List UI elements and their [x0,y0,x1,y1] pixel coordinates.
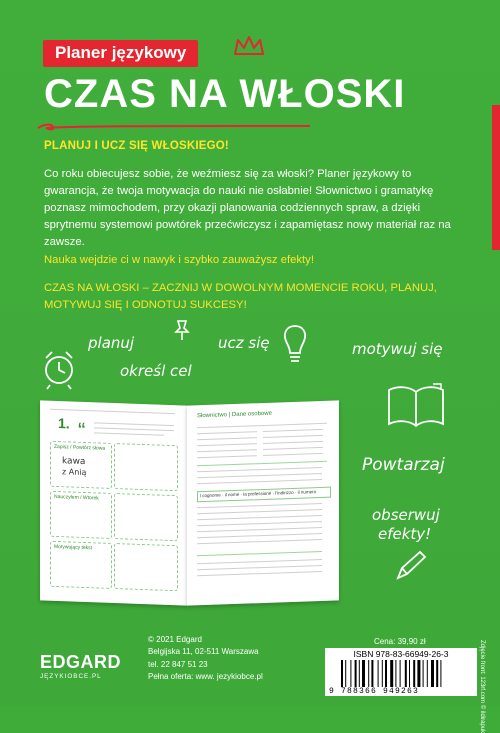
photo-credits: Zdjęcie front: 123rf.com © ildirapuk [479,640,485,733]
preview-left-page [40,400,187,605]
preview-table-header-text: l cognome · il nome · la professione · l'indirizzo · il numero [200,489,317,499]
preview-box-summary [114,543,178,591]
preview-box-words-label: Zapisz / Powtórz słowa [54,443,106,452]
preview-right-title: Słownictwo | Dane osobowe [197,410,272,420]
preview-right-page [187,400,339,605]
quote-mark-icon: “ [78,417,86,444]
publisher-website: Pełna oferta: www. jezykiobce.pl [148,671,263,681]
isbn-label: ISBN 978-83-66949-26-3 [353,649,449,659]
doodle-motywuj-sie: motywuj się [352,340,443,358]
habit-line: Nauka wejdzie ci w nawyk i szybko zauważysz efekty! [44,254,314,266]
lightbulb-icon [280,322,310,366]
logo-subtext: JĘZYKIOBCE.PL [40,673,102,680]
preview-box-extra [114,493,178,541]
barcode-digits: 9 788366 949263 [329,687,420,696]
publisher-phone: tel. 22 847 51 23 [148,659,208,669]
doodle-okresl-cel: określ cel [120,362,192,380]
preview-word-kawa: kawa [62,456,86,468]
intro-headline: PLANUJ I UCZ SIĘ WŁOSKIEGO! [44,140,229,152]
book-title: CZAS NA WŁOSKI [44,72,406,116]
red-side-strip [492,105,500,250]
swirl-underline-icon [34,118,314,134]
crown-doodle-icon [232,34,266,58]
barcode-bars-icon [341,660,469,687]
doodle-efekty: efekty! [378,525,432,543]
barcode [325,648,477,696]
pushpin-icon [172,318,192,342]
alarm-clock-icon [40,346,78,390]
preview-box-notes [114,443,178,491]
closing-claim: CZAS NA WŁOSKI – ZACZNIJ W DOWOLNYM MOMENCIE ROKU, PLANUJ, MOTYWUJ SIĘ I ODNOTUJ SUKCESY! [44,282,437,311]
publisher-info [148,634,263,683]
preview-box-motivation-label: Motywujący tekst [54,543,93,552]
price-label: Cena: 39,90 zł [374,637,426,646]
preview-word-ania: z Anią [62,467,87,478]
publisher-copyright: © 2021 Edgard [148,635,202,644]
doodle-planuj: planuj [88,334,135,352]
doodle-obserwuj: obserwuj [372,506,440,524]
publisher-logo [40,652,121,680]
doodle-powtarzaj: Powtarzaj [362,455,445,475]
planner-preview [40,403,340,608]
preview-box-learned-label: Nauczyłem / Wtorek [54,493,99,502]
description-paragraph: Co roku obiecujesz sobie, że weźmiesz się za włoski? Planer językowy to gwarancja, że twoja motywacja do nauki nie osłabnie! Słownictwo i gramatykę poznasz mimochodem, przy okazji planowania codziennych spraw, a dzięki sprytnemu systemowi powtórek przećwiczysz i zapamiętasz nowy materiał raz na zawsze. [44,168,451,248]
open-book-icon [385,380,447,432]
series-tag: Planer językowy [43,40,198,67]
doodle-ucz-sie: ucz się [218,334,270,352]
preview-day-number: 1. [58,415,70,432]
pencil-icon [392,548,428,584]
publisher-address: Belgijska 11, 02-511 Warszawa [148,647,259,657]
logo-text: EDGARD [40,652,122,672]
